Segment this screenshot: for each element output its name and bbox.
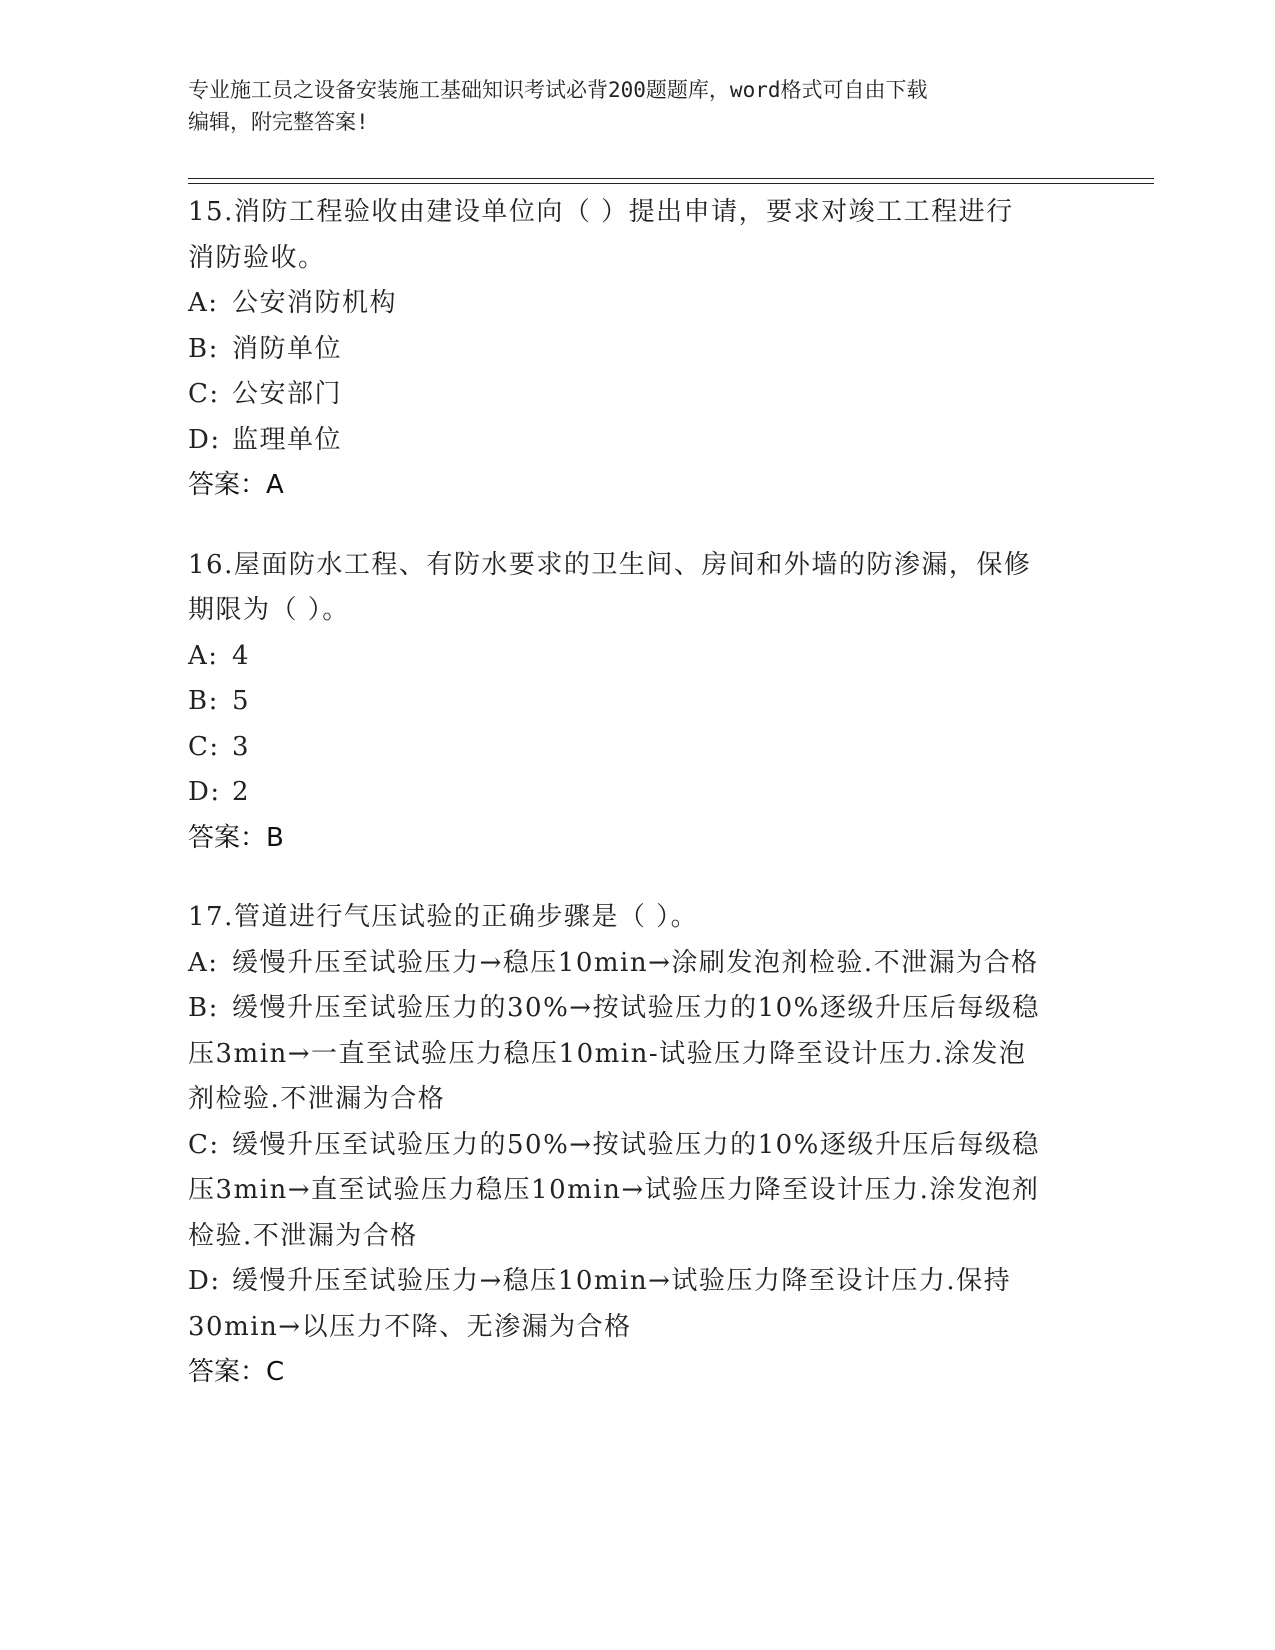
question-list [188,190,1088,1430]
header-line-1: 专业施工员之设备安装施工基础知识考试必背200题题库，word格式可自由下载 [188,78,928,102]
option-key: A: [188,640,219,671]
option-b [188,327,1088,373]
option-text: 3 [232,731,251,762]
option-key: A: [188,947,219,978]
option-key: C: [188,379,220,409]
question-text: 15.消防工程验收由建设单位向（ ）提出申请，要求对竣工工程进行 [188,197,1014,227]
question-16 [188,543,1088,862]
option-text: 监理单位 [232,424,343,455]
option-b [188,679,1088,725]
header-divider-bottom [188,183,1154,184]
option-c-continued: 检验.不泄漏为合格 [188,1220,418,1251]
option-d [188,1259,1088,1305]
answer-line: 答案：C [188,1357,285,1387]
answer-line: 答案：B [188,822,284,853]
option-text: 缓慢升压至试验压力→稳压10min→试验压力降至设计压力.保持 [232,1266,1012,1296]
option-key: A: [188,288,219,318]
option-d [188,418,1088,464]
option-key: B: [188,686,219,716]
option-a [188,281,1088,327]
option-d [188,770,1088,816]
option-key: C: [188,1129,220,1160]
option-key: B: [188,993,219,1023]
answer-line: 答案：A [188,470,284,500]
option-text: 5 [232,686,251,716]
option-a [188,634,1088,680]
option-text: 公安部门 [232,379,343,409]
option-a [188,941,1088,987]
option-text: 消防单位 [232,333,343,364]
question-text: 16.屋面防水工程、有防水要求的卫生间、房间和外墙的防渗漏，保修 [188,549,1032,580]
option-c [188,725,1088,771]
option-key: C: [188,731,220,762]
option-text: 2 [232,777,251,807]
document-header [188,74,1088,138]
option-key: D: [188,424,221,455]
option-b-continued: 剂检验.不泄漏为合格 [188,1084,446,1114]
option-text: 公安消防机构 [232,288,398,318]
option-c [188,372,1088,418]
option-text: 缓慢升压至试验压力→稳压10min→涂刷发泡剂检验.不泄漏为合格 [232,947,1039,978]
question-17 [188,895,1088,1396]
question-text: 期限为（ ）。 [188,595,350,625]
option-text: 4 [232,640,251,671]
option-b [188,986,1088,1032]
option-b-continued: 压3min→一直至试验压力稳压10min-试验压力降至设计压力.涂发泡 [188,1038,1027,1069]
option-key: D: [188,777,221,807]
question-text: 17.管道进行气压试验的正确步骤是（ ）。 [188,902,699,932]
question-15 [188,190,1088,509]
option-c [188,1123,1088,1169]
option-c-continued: 压3min→直至试验压力稳压10min→试验压力降至设计压力.涂发泡剂 [188,1175,1040,1205]
option-text: 缓慢升压至试验压力的30%→按试验压力的10%逐级升压后每级稳 [232,993,1040,1023]
option-key: B: [188,333,219,364]
option-text: 缓慢升压至试验压力的50%→按试验压力的10%逐级升压后每级稳 [232,1129,1040,1160]
option-d-continued: 30min→以压力不降、无渗漏为合格 [188,1311,632,1342]
header-line-2: 编辑，附完整答案! [188,110,369,134]
question-text: 消防验收。 [188,242,326,273]
header-divider-top [188,178,1154,179]
option-key: D: [188,1266,221,1296]
